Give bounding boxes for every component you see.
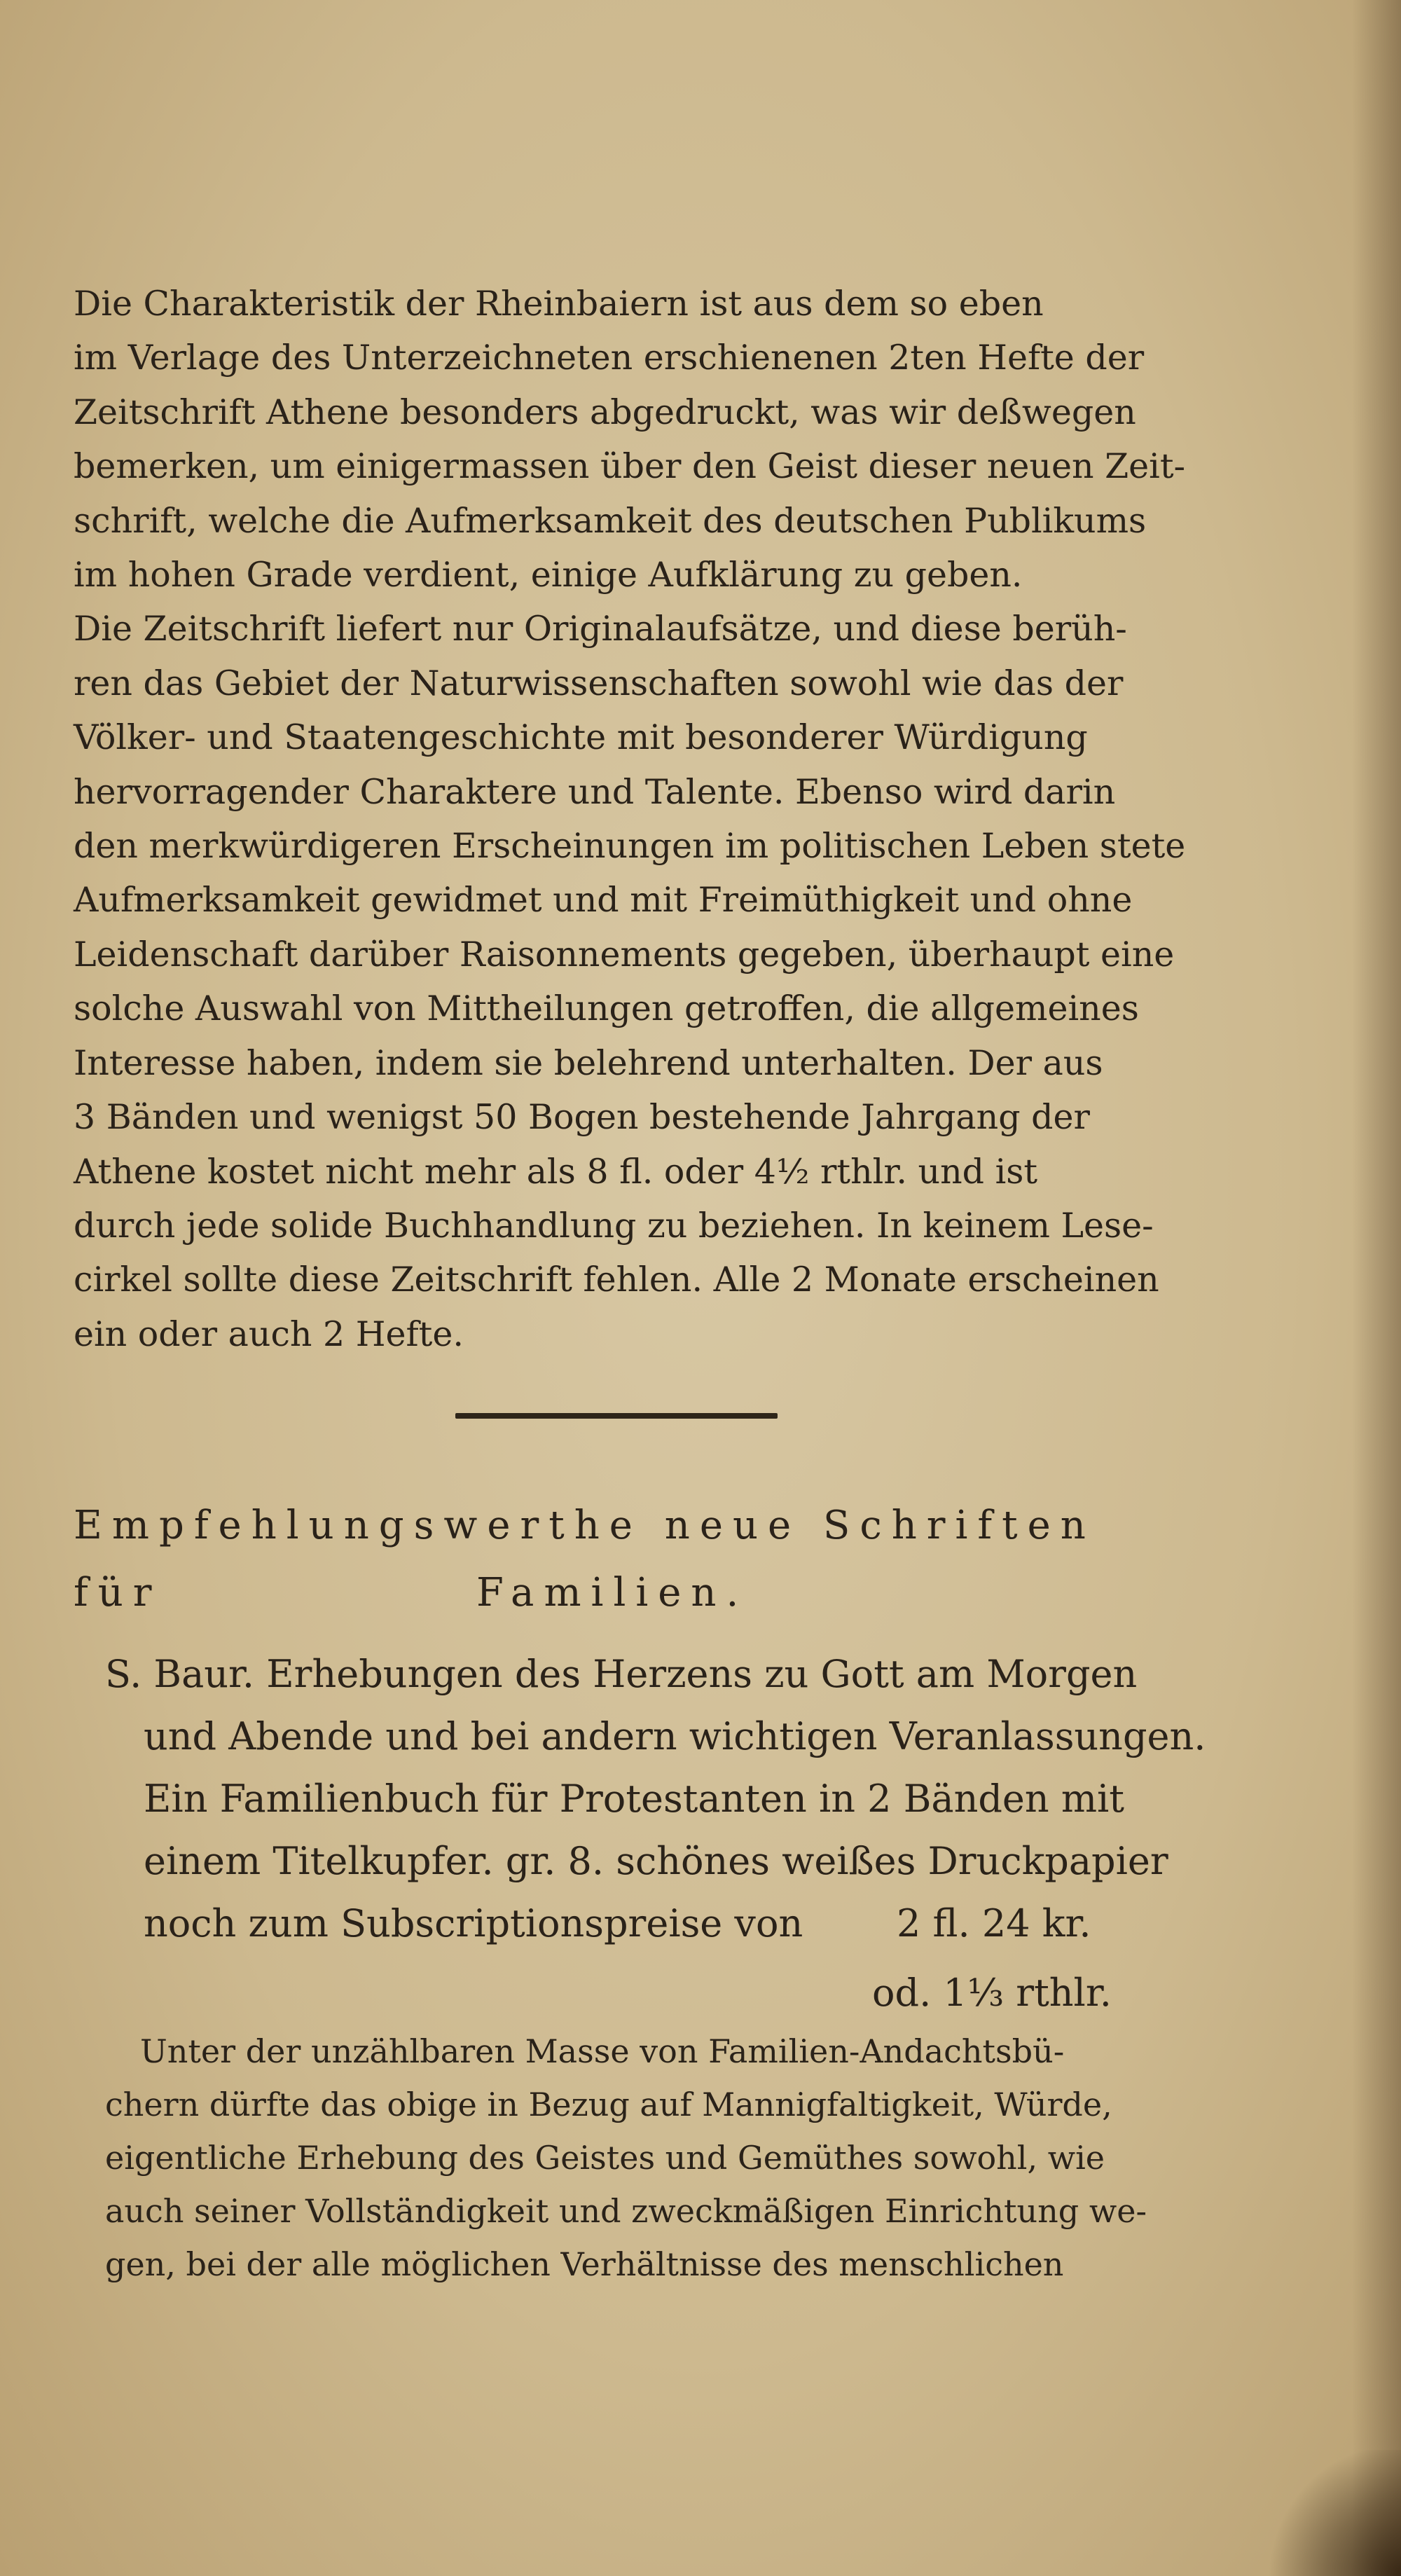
text-line: schrift, welche die Aufmerksamkeit des deutschen Publikums bbox=[74, 500, 1147, 541]
book-entry-line: Ein Familienbuch für Protestanten in 2 Bänden mit bbox=[144, 1777, 1124, 1821]
text-line: Unter der unzählbaren Masse von Familien-Andachtsbü- bbox=[140, 2032, 1065, 2070]
section-divider bbox=[455, 1413, 778, 1419]
book-entry-title: S. Baur. Erhebungen des Herzens zu Gott am Morgen bbox=[105, 1652, 1138, 1696]
text-line: Die Charakteristik der Rheinbaiern ist aus dem so eben bbox=[74, 284, 1044, 324]
book-entry-line: noch zum Subscriptionspreise von bbox=[144, 1901, 803, 1945]
price-florin: 2 fl. 24 kr. bbox=[897, 1901, 1091, 1945]
text-line: bemerken, um einigermassen über den Geist dieser neuen Zeit- bbox=[74, 446, 1186, 487]
text-line: im Verlage des Unterzeichneten erschienenen 2ten Hefte der bbox=[74, 338, 1145, 378]
price-reichsthaler: od. 1⅓ rthlr. bbox=[872, 1971, 1112, 2015]
text-line: chern dürfte das obige in Bezug auf Mannigfaltigkeit, Würde, bbox=[105, 2086, 1112, 2123]
text-line: solche Auswahl von Mittheilungen getroffen, die allgemeines bbox=[74, 989, 1139, 1029]
text-line: Die Zeitschrift liefert nur Originalaufsätze, und diese berüh- bbox=[74, 609, 1127, 649]
book-entry-line: und Abende und bei andern wichtigen Veranlassungen. bbox=[144, 1714, 1206, 1758]
athene-advertisement-paragraph bbox=[74, 277, 1186, 1361]
text-line: 3 Bänden und wenigst 50 Bogen bestehende Jahrgang der bbox=[74, 1097, 1090, 1138]
text-line: Interesse haben, indem sie belehrend unterhalten. Der aus bbox=[74, 1042, 1103, 1083]
text-line: auch seiner Vollständigkeit und zweckmäßigen Einrichtung we- bbox=[105, 2192, 1147, 2230]
text-line: Aufmerksamkeit gewidmet und mit Freimüthigkeit und ohne bbox=[74, 880, 1133, 921]
section-heading-continued: Familien. bbox=[476, 1570, 749, 1616]
book-entry-line: einem Titelkupfer. gr. 8. schönes weißes Druckpapier bbox=[144, 1839, 1168, 1883]
text-line: den merkwürdigeren Erscheinungen im politischen Leben stete bbox=[74, 826, 1186, 867]
text-line: hervorragender Charaktere und Talente. Ebenso wird darin bbox=[74, 771, 1116, 812]
text-line: Leidenschaft darüber Raisonnements gegeben, überhaupt eine bbox=[74, 934, 1175, 974]
text-line: Völker- und Staatengeschichte mit besonderer Würdigung bbox=[74, 717, 1088, 758]
book-review-paragraph bbox=[105, 2025, 1147, 2291]
text-line: Athene kostet nicht mehr als 8 fl. oder 4½ rthlr. und ist bbox=[74, 1151, 1038, 1192]
page-corner-shadow bbox=[1261, 2450, 1401, 2576]
text-line: im hohen Grade verdient, einige Aufklärung zu geben. bbox=[74, 555, 1023, 595]
section-heading: Empfehlungswerthe neue Schriften für bbox=[74, 1503, 1096, 1616]
text-line: ein oder auch 2 Hefte. bbox=[74, 1314, 464, 1354]
text-line: durch jede solide Buchhandlung zu beziehen. In keinem Lese- bbox=[74, 1205, 1154, 1246]
text-line: Zeitschrift Athene besonders abgedruckt, was wir deßwegen bbox=[74, 392, 1136, 432]
text-line: gen, bei der alle möglichen Verhältnisse des menschlichen bbox=[105, 2245, 1064, 2283]
text-line: eigentliche Erhebung des Geistes und Gemüthes sowohl, wie bbox=[105, 2139, 1105, 2177]
text-line: ren das Gebiet der Naturwissenschaften sowohl wie das der bbox=[74, 663, 1124, 703]
text-line: cirkel sollte diese Zeitschrift fehlen. Alle 2 Monate erscheinen bbox=[74, 1260, 1159, 1300]
page-edge-shadow bbox=[1352, 0, 1401, 2576]
